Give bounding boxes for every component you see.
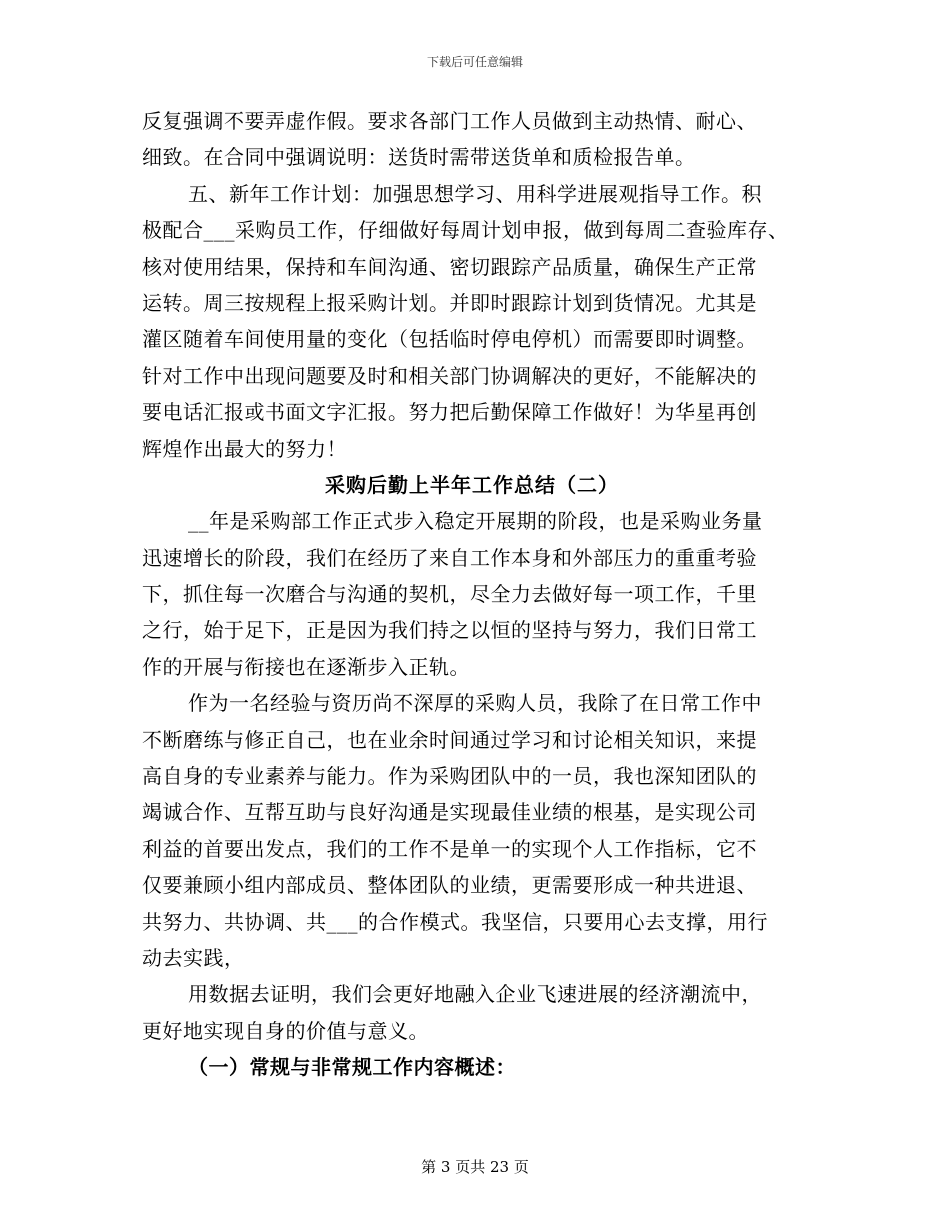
paragraph-line: 细致。在合同中强调说明：送货时需带送货单和质检报告单。: [142, 145, 696, 170]
document-body: [142, 103, 802, 1086]
paragraph-line: 共努力、共协调、共___的合作模式。我坚信，只要用心去支撑，用行: [142, 909, 768, 934]
paragraph-line: 竭诚合作、互帮互助与良好沟通是实现最佳业绩的根基，是实现公司: [142, 800, 757, 825]
paragraph-line: 不断磨练与修正自己，也在业余时间通过学习和讨论相关知识，来提: [142, 727, 757, 752]
paragraph-line: 利益的首要出发点，我们的工作不是单一的实现个人工作指标，它不: [142, 836, 757, 861]
paragraph-line: 五、新年工作计划：加强思想学习、用科学进展观指导工作。积: [188, 181, 762, 206]
paragraph-line: 作为一名经验与资历尚不深厚的采购人员，我除了在日常工作中: [188, 691, 762, 716]
section-title: 采购后勤上半年工作总结（二）: [325, 472, 619, 497]
paragraph-line: 之行，始于足下，正是因为我们持之以恒的坚持与努力，我们日常工: [142, 618, 757, 643]
paragraph-line: __年是采购部工作正式步入稳定开展期的阶段，也是采购业务量: [188, 509, 763, 534]
paragraph-line: 高自身的专业素养与能力。作为采购团队中的一员，我也深知团队的: [142, 764, 757, 789]
paragraph-line: 仅要兼顾小组内部成员、整体团队的业绩，更需要形成一种共进退、: [142, 873, 757, 898]
subsection-heading: （一）常规与非常规工作内容概述：: [188, 1055, 516, 1080]
paragraph-line: 要电话汇报或书面文字汇报。努力把后勤保障工作做好！为华星再创: [142, 400, 757, 425]
paragraph-line: 用数据去证明，我们会更好地融入企业飞速进展的经济潮流中，: [188, 982, 762, 1007]
paragraph-line: 极配合___采购员工作，仔细做好每周计划申报，做到每周二查验库存、: [142, 218, 789, 243]
paragraph-line: 核对使用结果，保持和车间沟通、密切跟踪产品质量，确保生产正常: [142, 254, 757, 279]
paragraph-line: 下，抓住每一次磨合与沟通的契机，尽全力去做好每一项工作，千里: [142, 582, 757, 607]
page-number: 第 3 页共 23 页: [421, 1158, 529, 1176]
paragraph-line: 运转。周三按规程上报采购计划。并即时跟踪计划到货情况。尤其是: [142, 290, 757, 315]
paragraph-line: 灌区随着车间使用量的变化（包括临时停电停机）而需要即时调整。: [142, 327, 757, 352]
page-header-note: 下载后可任意编辑: [426, 55, 523, 69]
paragraph-line: 反复强调不要弄虚作假。要求各部门工作人员做到主动热情、耐心、: [142, 109, 757, 133]
paragraph-line: 动去实践，: [142, 945, 245, 970]
paragraph-line: 更好地实现自身的价值与意义。: [142, 1018, 429, 1043]
paragraph-line: 作的开展与衔接也在逐渐步入正轨。: [142, 654, 470, 679]
paragraph-line: 针对工作中出现问题要及时和相关部门协调解决的更好，不能解决的: [142, 363, 757, 388]
paragraph-line: 迅速增长的阶段，我们在经历了来自工作本身和外部压力的重重考验: [142, 545, 757, 570]
paragraph-line: 辉煌作出最大的努力！: [142, 436, 347, 461]
